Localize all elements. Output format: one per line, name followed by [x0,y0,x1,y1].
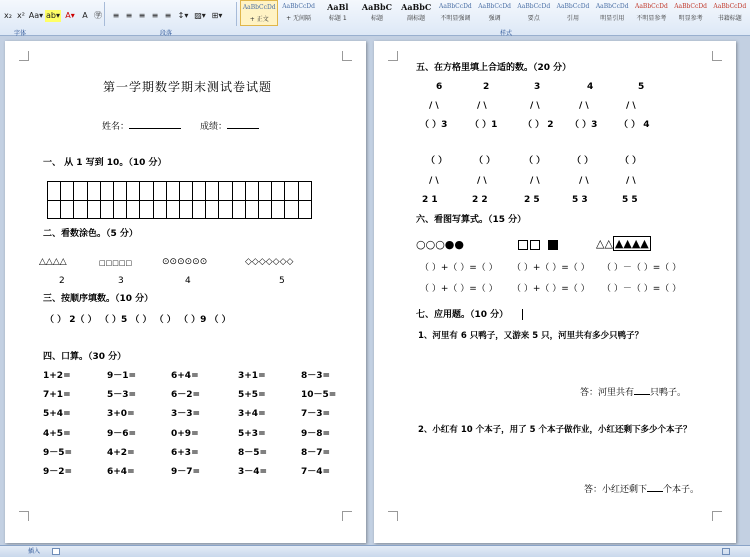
document-page-1[interactable] [5,41,366,543]
group-label-font: 字体 [14,30,27,37]
style-sample: AaBbCcDd [556,3,590,10]
grid-cell[interactable] [127,182,140,201]
arithmetic-problem: 8－7= [301,447,331,458]
style-label: 不明显参考 [636,15,667,22]
grid-cell[interactable] [259,200,272,219]
section-5-heading: 五、在方格里填上合适的数。（20 分） [416,63,572,73]
grid-cell[interactable] [179,200,192,219]
grid-cell[interactable] [100,182,113,201]
style-sample: AaBbC [361,2,393,12]
arithmetic-problem: 6+3= [171,447,199,458]
style-label: 明显引用 [600,15,625,22]
bond-branch: / \ [429,101,439,111]
bond-branch: / \ [530,176,540,186]
style-label: 书籍标题 [717,15,742,22]
style-label: 副标题 [407,15,426,22]
shading-icon[interactable]: ▨▾ [194,11,206,20]
bond-parts[interactable]: （ ） 4 [619,120,650,130]
style-sample: AaBbCcDd [478,3,511,10]
bond-total-blank[interactable]: （ ） [524,156,546,166]
section-1-heading: 一、 从 1 写到 10。（10 分） [43,158,167,168]
bond-parts[interactable]: （ ）1 [470,120,498,130]
shape-group-diamonds: ◇◇◇◇◇◇◇ [245,257,294,267]
grid-cell[interactable] [74,200,87,219]
bond-branch: / \ [579,101,589,111]
char-shading-icon[interactable]: A [82,11,88,20]
section-6-heading: 六、看图写算式。（15 分） [416,215,527,225]
style-preset[interactable] [436,0,474,26]
style-sample: AaBbCcDd [439,3,472,10]
bond-parts[interactable]: （ ）3 [570,120,598,130]
grid-cell[interactable] [232,200,245,219]
grid-cell[interactable] [113,200,126,219]
style-sample: AaBbCcDd [635,3,668,10]
bond-total-blank[interactable]: （ ） [426,156,448,166]
group-label-paragraph: 段落 [160,30,173,37]
grid-cell[interactable] [232,182,245,201]
bond-total: 6 [436,82,443,92]
grid-cell[interactable] [179,182,192,201]
answer-1: 答：河里共有 只鸭子。 [580,388,687,398]
arithmetic-problem: 9－6= [107,428,137,439]
grid-cell[interactable] [193,182,206,201]
arithmetic-problem: 8－5= [238,447,268,458]
bond-parts[interactable]: （ ） 2 [523,120,554,130]
question-1: 1、河里有 6 只鸭子，又游来 5 只，河里共有多少只鸭子？ [418,331,644,341]
section-7-heading: 七、应用题。（10 分） [416,310,509,320]
align-left-icon[interactable]: ≡ [112,11,120,20]
paragraph-toolbar [110,9,226,23]
arithmetic-problem: 7+1= [43,390,71,401]
grid-cell[interactable] [298,200,311,219]
bond-parts: 5 5 [622,195,638,205]
macro-record-icon[interactable] [52,548,60,555]
margin-mark [712,511,722,521]
style-preset[interactable] [711,0,749,26]
grid-cell[interactable] [245,200,258,219]
margin-mark [342,511,352,521]
align-right-icon[interactable]: ≡ [138,11,146,20]
status-bar [0,545,750,557]
arithmetic-problem: 3+1= [238,371,266,381]
grid-cell[interactable] [113,182,126,201]
picture-circles: ○○○●● [416,238,464,251]
answer-2-blank[interactable] [647,483,663,492]
shape-group-squares: □□□□□ [99,259,133,267]
arithmetic-problem: 3－3= [171,409,201,420]
section-3-heading: 三、按顺序填数。（10 分） [43,294,154,304]
style-sample: AaBbCcDd [713,3,747,10]
arithmetic-problem: 5+4= [43,409,71,420]
arithmetic-problem: 1+2= [43,371,71,381]
style-sample: AaBl [327,2,349,12]
grid-cell[interactable] [127,200,140,219]
page-title: 第一学期数学期末测试卷试题 [103,80,273,94]
arithmetic-problem: 9－5= [43,447,73,458]
distribute-icon[interactable]: ≡ [164,11,172,20]
grid-cell[interactable] [285,200,298,219]
group-label-styles: 样式 [500,30,513,37]
sequence-blank[interactable]: （ ）9 [178,315,207,325]
insert-mode-indicator[interactable]: 插入 [28,548,41,555]
color-number: 5 [279,276,285,286]
style-sample: AaBbCcDd [517,3,551,10]
style-preset[interactable] [279,0,317,26]
answer-2: 答：小红还剩下 个本子。 [584,485,700,495]
text-cursor [522,309,523,320]
margin-mark [388,51,398,61]
arithmetic-problem: 3+0= [107,409,135,420]
arithmetic-problem: 7－3= [301,409,331,420]
style-preset[interactable] [672,0,710,26]
bond-branch: / \ [530,101,540,111]
superscript-icon[interactable]: x² [17,11,25,20]
arithmetic-problem: 9－8= [301,428,331,439]
grid-cell[interactable] [48,182,61,201]
writing-grid[interactable] [47,181,312,219]
grid-cell[interactable] [48,200,61,219]
arithmetic-problem: 5－3= [107,390,137,401]
section-2-heading: 二、看数涂色。（5 分） [43,229,138,239]
arithmetic-problem: 6－2= [171,390,201,401]
style-preset[interactable] [632,0,670,26]
bond-branch: / \ [626,176,636,186]
margin-mark [712,51,722,61]
arithmetic-problem: 9－7= [171,467,201,477]
grid-cell[interactable] [87,182,100,201]
arithmetic-problem: 3+4= [238,409,266,420]
bond-branch: / \ [626,101,636,111]
arithmetic-problem: 7－4= [301,467,331,477]
ribbon [0,0,750,36]
style-label: 强调 [488,15,501,22]
divider [236,2,237,26]
arithmetic-problem: 5+5= [238,390,266,401]
grid-cell[interactable] [61,200,74,219]
arithmetic-problem: 4+5= [43,428,71,439]
picture-triangles: △△ ▲▲▲▲ [596,237,649,250]
sequence-blank[interactable]: （ ） [209,315,231,325]
style-label: 标题 [370,15,383,22]
style-label: 标题 1 [328,15,347,22]
question-2: 2、小红有 10 个本子，用了 5 个本子做作业，小红还剩下多少个本子？ [418,425,692,435]
bond-total-blank[interactable]: （ ） [572,156,594,166]
style-preset[interactable] [515,0,553,26]
name-label: 姓名： [102,120,181,133]
color-number: 4 [185,276,191,286]
grid-cell[interactable] [193,200,206,219]
grid-cell[interactable] [272,182,285,201]
justify-icon[interactable]: ≡ [151,11,159,20]
highlight-icon[interactable]: ab▾ [46,11,60,20]
ribbon-group-labels [0,28,750,37]
equation-blank[interactable]: （ ）+（ ）=（ ） [420,263,498,273]
view-mode-icon[interactable] [722,548,730,555]
arithmetic-problem: 8－3= [301,371,331,381]
style-sample: AaBbCcDd [674,3,707,10]
style-preset[interactable] [319,0,357,26]
styles-gallery [240,0,750,28]
bond-branch: / \ [429,176,439,186]
divider [104,2,105,26]
arithmetic-problem: 9－2= [43,467,73,477]
style-preset[interactable] [593,0,631,26]
grid-cell[interactable] [87,200,100,219]
arithmetic-problem: 5+3= [238,428,266,439]
sequence-blank[interactable]: （ ）5 [99,315,128,325]
style-label: 明显参考 [678,15,703,22]
style-sample: AaBbCcDd [242,4,276,11]
align-center-icon[interactable]: ≡ [125,11,133,20]
style-preset[interactable] [554,0,592,26]
bond-parts[interactable]: （ ）3 [420,120,448,130]
equation-blank[interactable]: （ ）+（ ）=（ ） [512,284,590,294]
section-4-heading: 四、口算。（30 分） [43,352,127,362]
score-label: 成绩： [200,120,259,133]
sequence-row [45,314,231,326]
grid-cell[interactable] [206,200,219,219]
style-sample: AaBbC [401,2,432,12]
grid-cell[interactable] [166,200,179,219]
arithmetic-problem: 0+9= [171,428,199,439]
margin-mark [388,511,398,521]
margin-mark [342,51,352,61]
style-label: 不明显强调 [440,15,471,22]
grid-cell[interactable] [259,182,272,201]
equation-blank[interactable]: （ ）－（ ）=（ ） [602,284,682,294]
style-label: 引用 [566,15,579,22]
grid-cell[interactable] [153,200,166,219]
style-preset[interactable] [397,0,435,26]
grid-cell[interactable] [140,182,153,201]
equation-blank[interactable]: （ ）+（ ）=（ ） [420,284,498,294]
bond-parts: 2 5 [524,195,540,205]
margin-mark [19,51,29,61]
bond-total: 4 [587,82,594,92]
bond-total: 5 [638,82,645,92]
bond-total-blank[interactable]: （ ） [474,156,496,166]
arithmetic-problem: 6+4= [171,371,199,381]
arithmetic-problem: 9－1= [107,371,137,381]
grid-cell[interactable] [74,182,87,201]
equation-blank[interactable]: （ ）－（ ）=（ ） [602,263,682,273]
bond-parts: 2 1 [422,195,438,205]
arithmetic-problem: 4+2= [107,447,135,458]
bond-branch: / \ [477,101,487,111]
color-number: 3 [118,276,124,286]
margin-mark [19,511,29,521]
grid-cell[interactable] [272,200,285,219]
picture-squares [518,239,560,251]
document-page-2[interactable] [374,41,736,543]
subscript-icon[interactable]: x₂ [4,11,12,20]
grid-cell[interactable] [219,182,232,201]
bond-total: 2 [483,82,490,92]
font-color-icon[interactable]: A▾ [65,11,75,20]
sequence-blank[interactable]: （ ） [130,315,152,325]
arithmetic-problem: 10－5= [301,390,337,401]
grid-cell[interactable] [166,182,179,201]
color-number: 2 [59,276,65,286]
shape-group-triangles: △△△△ [39,257,67,267]
equation-blank[interactable]: （ ）+（ ）=（ ） [512,263,590,273]
answer-1-blank[interactable] [634,386,650,395]
grid-cell[interactable] [206,182,219,201]
enclose-char-icon[interactable]: ㊫ [94,11,102,20]
borders-icon[interactable]: ⊞▾ [211,11,223,20]
bond-branch: / \ [477,176,487,186]
shape-group-circles: ⊙⊙⊙⊙⊙⊙ [162,257,208,267]
font-toolbar [2,9,105,23]
grid-cell[interactable] [219,200,232,219]
line-spacing-icon[interactable]: ↕▾ [177,11,189,20]
bond-total: 3 [534,82,541,92]
grid-cell[interactable] [245,182,258,201]
style-label: 要点 [527,15,540,22]
style-sample: AaBbCcDd [595,3,629,10]
style-preset[interactable] [240,0,278,26]
style-label: + 无间隔 [286,15,312,22]
grid-cell[interactable] [100,200,113,219]
style-label: + 正文 [249,16,269,23]
grid-cell[interactable] [285,182,298,201]
sequence-blank[interactable]: （ ） [45,315,67,325]
bond-branch: / \ [579,176,589,186]
grid-cell[interactable] [298,182,311,201]
arithmetic-problem: 3－4= [238,467,268,477]
bond-total-blank[interactable]: （ ） [620,156,642,166]
grid-cell[interactable] [140,200,153,219]
style-preset[interactable] [475,0,513,26]
style-preset[interactable] [358,0,396,26]
sequence-blank[interactable]: 2（ ） [69,315,97,325]
change-case-icon[interactable]: Aa▾ [28,11,44,20]
style-sample: AaBbCcDd [282,3,315,10]
bond-parts: 5 3 [572,195,588,205]
bond-parts: 2 2 [472,195,488,205]
grid-cell[interactable] [153,182,166,201]
arithmetic-problem: 6+4= [107,467,135,477]
grid-cell[interactable] [61,182,74,201]
sequence-blank[interactable]: （ ） [154,315,176,325]
